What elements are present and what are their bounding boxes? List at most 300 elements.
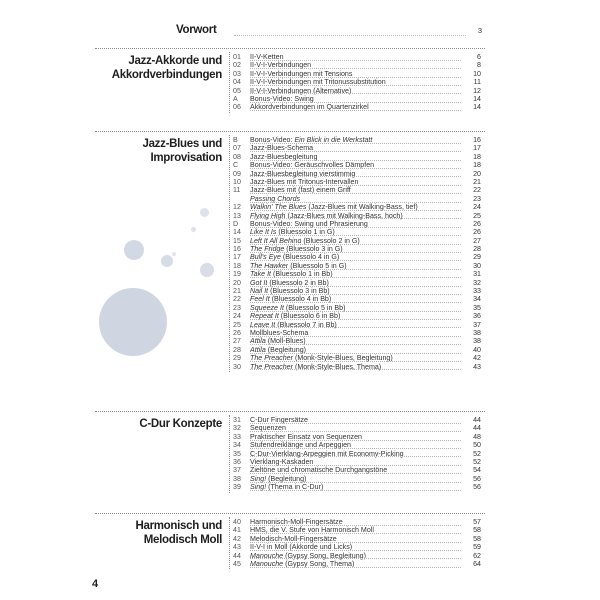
toc-entry[interactable] <box>233 87 483 95</box>
entry-number: 32 <box>233 424 241 433</box>
toc-entry[interactable] <box>233 483 483 491</box>
entry-title-text: (Bluessolo 3 in Bb) <box>268 287 330 296</box>
toc-entry[interactable] <box>233 270 483 278</box>
entry-title <box>250 253 461 261</box>
section-title <box>142 137 222 165</box>
entry-page: 38 <box>473 328 481 337</box>
section-divider-vertical <box>229 135 230 372</box>
entry-title <box>250 535 461 543</box>
entry-title-text: II-V-I-Verbindungen mit Tensions <box>250 69 353 78</box>
entry-title-text: Akkordverbindungen im Quartenzirkel <box>250 103 369 112</box>
toc-entry[interactable] <box>233 237 483 245</box>
entry-number: 39 <box>233 483 241 492</box>
entry-number: 19 <box>233 270 241 279</box>
toc-entry[interactable] <box>233 262 483 270</box>
entry-title-italic: Got It <box>250 278 268 287</box>
entry-title <box>250 70 461 78</box>
toc-entry[interactable] <box>233 450 483 458</box>
entry-title <box>250 144 461 152</box>
entry-title-italic: Manouche <box>250 551 284 560</box>
entry-title-text: (Jazz-Blues mit Walking-Bass, hoch) <box>285 211 403 220</box>
toc-entry[interactable] <box>233 346 483 354</box>
entry-title-text: (Begleitung) <box>266 474 307 483</box>
entry-title-text: Mollblues-Schema <box>250 328 309 337</box>
bubble-small-decoration <box>191 227 196 232</box>
section-divider-vertical <box>229 52 230 113</box>
entry-title-italic: Leave It <box>250 320 276 329</box>
entry-page: 36 <box>473 312 481 321</box>
toc-entry[interactable] <box>233 543 483 551</box>
toc-entry[interactable] <box>233 354 483 362</box>
section-separator <box>95 48 485 49</box>
entry-title-text: (Bluessolo 1 in G) <box>276 228 335 237</box>
entry-title-italic: Take It <box>250 270 272 279</box>
entry-title-italic: Manouche <box>250 559 284 568</box>
entry-title <box>250 552 461 560</box>
toc-entry[interactable] <box>233 416 483 424</box>
toc-entry[interactable] <box>233 61 483 69</box>
entry-title-italic: The Preacher <box>250 354 293 363</box>
vorwort-leader <box>234 35 466 36</box>
entry-title-text: (Monk-Style-Blues, Thema) <box>292 362 382 371</box>
entry-title-text: (Bluessolo 1 in Bb) <box>271 270 333 279</box>
entry-title <box>250 170 461 178</box>
entry-title <box>250 526 461 534</box>
entry-number: 04 <box>233 78 241 87</box>
entry-title-text: II-V-I-Verbindungen (Alternative) <box>250 86 352 95</box>
toc-entry[interactable] <box>233 70 483 78</box>
entry-title-italic: Attila <box>250 337 266 346</box>
entry-number: 24 <box>233 312 241 321</box>
entry-title-text: Bonus-Video: Geräuschvolles Dämpfen <box>250 161 375 170</box>
entry-page: 52 <box>473 457 481 466</box>
entry-title-text: (Bluessolo 6 in Bb) <box>278 312 341 321</box>
entry-page: 48 <box>473 432 481 441</box>
toc-entry[interactable] <box>233 458 483 466</box>
entry-title-italic: The Preacher <box>250 362 293 371</box>
toc-entry[interactable] <box>233 295 483 303</box>
entry-number: 08 <box>233 152 241 161</box>
entry-title-text: (Bluessolo 5 in Bb) <box>283 303 346 312</box>
entry-title <box>250 295 461 303</box>
entry-page: 8 <box>477 61 481 70</box>
entry-page: 33 <box>473 287 481 296</box>
entry-page: 20 <box>473 169 481 178</box>
entry-title <box>250 95 461 103</box>
entry-title <box>250 363 461 371</box>
section-separator <box>95 513 485 514</box>
section-separator <box>95 411 485 412</box>
entry-number: 34 <box>233 441 241 450</box>
entry-number: A <box>233 94 238 103</box>
toc-entry[interactable] <box>233 312 483 320</box>
entry-number: B <box>233 136 238 144</box>
toc-entry[interactable] <box>233 203 483 211</box>
toc-entry[interactable] <box>233 363 483 371</box>
entry-page: 37 <box>473 320 481 329</box>
entry-number: D <box>233 219 239 228</box>
entry-page: 17 <box>473 144 481 153</box>
toc-entry[interactable] <box>233 186 483 194</box>
entry-number: 17 <box>233 253 241 262</box>
entry-title-italic: Attila <box>250 345 266 354</box>
entry-page: 29 <box>473 253 481 262</box>
entry-page: 44 <box>473 424 481 433</box>
entry-title <box>250 475 461 483</box>
entry-title-text: Bonus-Video: Swing und Phrasierung <box>250 219 368 228</box>
entry-page: 14 <box>473 94 481 103</box>
entry-title-italic: Flying High <box>250 211 286 220</box>
toc-entry[interactable] <box>233 153 483 161</box>
bubble-large-decoration <box>99 288 167 356</box>
entry-title-text: II-V-I-Verbindungen mit Tritonussubstitution <box>250 78 386 87</box>
toc-entry[interactable] <box>233 136 483 144</box>
entry-title <box>250 212 461 220</box>
toc-entry[interactable] <box>233 441 483 449</box>
section-title-line: C-Dur Konzepte <box>139 418 222 430</box>
toc-entry[interactable] <box>233 466 483 474</box>
entry-title-text: Sequenzen <box>250 424 286 433</box>
entry-title-text: II-V-Ketten <box>250 53 284 61</box>
entry-page: 18 <box>473 152 481 161</box>
entry-page: 12 <box>473 86 481 95</box>
entry-title-text: Jazz-Bluesbegleitung <box>250 152 318 161</box>
entry-title <box>250 78 461 86</box>
entry-title-text: (Bluessolo 4 in Bb) <box>269 295 332 304</box>
toc-entry[interactable] <box>233 560 483 568</box>
entry-title <box>250 450 461 458</box>
entry-title <box>250 245 461 253</box>
toc-entry[interactable] <box>233 304 483 312</box>
vorwort-title: Vorwort <box>176 24 217 36</box>
section-title <box>112 54 222 82</box>
entry-title <box>250 433 461 441</box>
entry-title <box>250 346 461 354</box>
toc-entry[interactable] <box>233 287 483 295</box>
entry-number: 40 <box>233 518 241 526</box>
entry-page: 6 <box>477 53 481 61</box>
toc-entry[interactable] <box>233 161 483 169</box>
entry-number: 22 <box>233 295 241 304</box>
entry-page: 30 <box>473 261 481 270</box>
entry-title-italic: Feel It <box>250 295 270 304</box>
entry-page: 16 <box>473 136 481 144</box>
entry-title <box>250 195 461 203</box>
entry-title-text: (Bluessolo 5 in G) <box>288 261 347 270</box>
entry-number: 43 <box>233 543 241 552</box>
bubble-medium-decoration <box>161 255 173 267</box>
entry-title <box>250 287 461 295</box>
entry-page: 62 <box>473 551 481 560</box>
entry-title <box>250 560 461 568</box>
entry-number: 27 <box>233 337 241 346</box>
toc-entry[interactable] <box>233 321 483 329</box>
entry-title-text: Jazz-Blues mit (fast) einem Griff <box>250 186 351 195</box>
entry-title <box>250 270 461 278</box>
toc-entry[interactable] <box>233 220 483 228</box>
toc-entry[interactable] <box>233 245 483 253</box>
entry-page: 35 <box>473 303 481 312</box>
toc-entry[interactable] <box>233 144 483 152</box>
entry-title <box>250 483 461 491</box>
entry-number: 06 <box>233 103 241 112</box>
section-entries <box>233 53 483 112</box>
toc-entry[interactable] <box>233 552 483 560</box>
bubble-small-decoration <box>172 252 176 256</box>
entry-title-text: Bonus-Video: Swing <box>250 94 314 103</box>
entry-title-text: Zieltöne und chromatische Durchgangstöne <box>250 466 388 475</box>
toc-entry[interactable] <box>233 253 483 261</box>
toc-entry[interactable] <box>233 103 483 111</box>
entry-page: 56 <box>473 474 481 483</box>
toc-entry[interactable] <box>233 95 483 103</box>
entry-title-text: Jazz-Blues mit Tritonus-Intervallen <box>250 177 359 186</box>
entry-number: 37 <box>233 466 241 475</box>
entry-number: 12 <box>233 203 241 212</box>
entry-number: 41 <box>233 526 241 535</box>
entry-title-italic: Nail It <box>250 287 269 296</box>
entry-title-text: (Bluessolo 3 in G) <box>284 245 343 254</box>
entry-page: 58 <box>473 534 481 543</box>
entry-title <box>250 262 461 270</box>
entry-title-italic: Left It All Behind <box>250 236 302 245</box>
entry-title <box>250 61 461 69</box>
entry-title <box>250 279 461 287</box>
entry-title-text: Vierklang-Kaskaden <box>250 457 314 466</box>
entry-number: 10 <box>233 177 241 186</box>
entry-title-italic: Repeat It <box>250 312 279 321</box>
entry-number: 20 <box>233 278 241 287</box>
toc-entry[interactable] <box>233 78 483 86</box>
entry-page: 10 <box>473 69 481 78</box>
entry-page: 26 <box>473 228 481 237</box>
entry-number: 42 <box>233 534 241 543</box>
entry-title-italic: Like It Is <box>250 228 277 237</box>
entry-title-italic: The Hawker <box>250 261 289 270</box>
entry-title-text: Stufendreiklänge und Arpeggien <box>250 441 351 450</box>
entry-number: 23 <box>233 303 241 312</box>
section-title-line: Harmonisch und <box>135 520 222 532</box>
entry-number: 02 <box>233 61 241 70</box>
entry-number: 36 <box>233 457 241 466</box>
vorwort-page: 3 <box>477 26 482 35</box>
entry-title <box>250 424 461 432</box>
section-title-line: Jazz-Akkorde und <box>128 55 222 67</box>
entry-number: 33 <box>233 432 241 441</box>
entry-page: 38 <box>473 337 481 346</box>
toc-entry[interactable] <box>233 526 483 534</box>
toc-entry[interactable] <box>233 535 483 543</box>
entry-number: 45 <box>233 559 241 568</box>
section-divider-vertical <box>229 517 230 569</box>
section-title-line: Jazz-Blues und <box>142 138 222 150</box>
entry-page: 54 <box>473 466 481 475</box>
entry-title-text: II-V-I-Verbindungen <box>250 61 312 70</box>
entry-title <box>250 543 461 551</box>
entry-page: 52 <box>473 449 481 458</box>
entry-number: 09 <box>233 169 241 178</box>
entry-title <box>250 416 461 424</box>
entry-title <box>250 458 461 466</box>
entry-number: 14 <box>233 228 241 237</box>
entry-number: 18 <box>233 261 241 270</box>
entry-title-text: (Begleitung) <box>265 345 307 354</box>
section-entries <box>233 136 483 371</box>
entry-page: 44 <box>473 416 481 424</box>
entry-title-text: (Bluessolo 2 in G) <box>301 236 360 245</box>
section-title-line: Akkordverbindungen <box>111 69 222 81</box>
entry-number: 44 <box>233 551 241 560</box>
entry-title-text: Jazz-Blues-Schema <box>250 144 314 153</box>
entry-number: 26 <box>233 328 241 337</box>
entry-title <box>250 337 461 345</box>
entry-title-italic: Passing Chords <box>250 194 301 203</box>
toc-entry[interactable] <box>233 178 483 186</box>
section-separator <box>95 131 485 132</box>
entry-number: 03 <box>233 69 241 78</box>
entry-title <box>250 304 461 312</box>
entry-number: C <box>233 161 239 170</box>
entry-title <box>250 87 461 95</box>
entry-title <box>250 228 461 236</box>
entry-title-text: (Gypsy Song, Thema) <box>283 559 355 568</box>
entry-title-text: Melodisch-Moll-Fingersätze <box>250 534 337 543</box>
entry-page: 23 <box>473 194 481 203</box>
entry-title <box>250 153 461 161</box>
toc-entry[interactable] <box>233 433 483 441</box>
entry-title-text: HMS, die V. Stufe von Harmonisch Moll <box>250 526 374 535</box>
section-title-line: Melodisch Moll <box>143 534 222 546</box>
entry-title <box>250 321 461 329</box>
toc-entry[interactable] <box>233 228 483 236</box>
entry-number: 07 <box>233 144 241 153</box>
entry-page: 28 <box>473 245 481 254</box>
section-divider-vertical <box>229 415 230 493</box>
entry-title-italic: Squeeze It <box>250 303 284 312</box>
entry-title-text: C-Dur Fingersätze <box>250 416 308 424</box>
entry-title-text: Harmonisch-Moll-Fingersätze <box>250 518 343 526</box>
entry-title <box>250 466 461 474</box>
entry-number: 25 <box>233 320 241 329</box>
entry-title-italic: Ein Blick in die Werkstatt <box>294 136 373 144</box>
toc-entry[interactable] <box>233 53 483 61</box>
entry-title <box>250 103 461 111</box>
entry-title-text: Bonus-Video: <box>250 136 295 144</box>
entry-number: 29 <box>233 354 241 363</box>
entry-title-italic: Bull's Eye <box>250 253 281 262</box>
toc-entry[interactable] <box>233 475 483 483</box>
entry-page: 25 <box>473 211 481 220</box>
entry-number: 21 <box>233 287 241 296</box>
entry-number: 15 <box>233 236 241 245</box>
entry-title <box>250 518 461 526</box>
section-title <box>139 417 222 431</box>
entry-page: 57 <box>473 518 481 526</box>
entry-number: 01 <box>233 53 241 61</box>
toc-entry[interactable] <box>233 424 483 432</box>
entry-title <box>250 354 461 362</box>
bubble-medium-decoration <box>200 263 214 277</box>
entry-page: 11 <box>473 78 481 87</box>
bubble-medium-decoration <box>124 240 144 260</box>
entry-title-text: (Bluessolo 2 in Bb) <box>267 278 329 287</box>
toc-entry[interactable] <box>233 212 483 220</box>
entry-number: 28 <box>233 345 241 354</box>
entry-page: 24 <box>473 203 481 212</box>
toc-entry[interactable] <box>233 170 483 178</box>
entry-title <box>250 312 461 320</box>
entry-page: 42 <box>473 354 481 363</box>
entry-title <box>250 186 461 194</box>
entry-title <box>250 237 461 245</box>
entry-page: 26 <box>473 219 481 228</box>
entry-number: 31 <box>233 416 241 424</box>
entry-number: 38 <box>233 474 241 483</box>
entry-page: 27 <box>473 236 481 245</box>
entry-title <box>250 161 461 169</box>
entry-page: 14 <box>473 103 481 112</box>
entry-title-text: (Gypsy Song, Begleitung) <box>283 551 366 560</box>
entry-title-text: Jazz-Bluesbegleitung vierstimmig <box>250 169 356 178</box>
entry-page: 21 <box>473 177 481 186</box>
section-title-line: Improvisation <box>150 152 222 164</box>
entry-title <box>250 136 461 144</box>
entry-number: 16 <box>233 245 241 254</box>
entry-page: 50 <box>473 441 481 450</box>
entry-number: 30 <box>233 362 241 371</box>
entry-title <box>250 178 461 186</box>
toc-entry[interactable] <box>233 337 483 345</box>
entry-number: 11 <box>233 186 241 195</box>
entry-title <box>250 203 461 211</box>
entry-title <box>250 220 461 228</box>
bubble-small-decoration <box>200 208 209 217</box>
entry-title-italic: Sing! <box>250 483 267 492</box>
entry-page: 31 <box>473 270 481 279</box>
toc-entry[interactable] <box>233 195 483 203</box>
entry-title-text: C-Dur-Vierklang-Arpeggien mit Economy-Picking <box>250 449 404 458</box>
entry-page: 32 <box>473 278 481 287</box>
section-title <box>135 519 222 547</box>
entry-title-text: (Monk-Style-Blues, Begleitung) <box>292 354 393 363</box>
entry-title-text: (Bluessolo 7 in Bb) <box>275 320 337 329</box>
toc-entry[interactable] <box>233 279 483 287</box>
entry-page: 22 <box>473 186 481 195</box>
section-entries <box>233 518 483 568</box>
entry-page: 59 <box>473 543 481 552</box>
entry-number: 35 <box>233 449 241 458</box>
entry-number: 13 <box>233 211 241 220</box>
entry-page: 18 <box>473 161 481 170</box>
entry-page: 34 <box>473 295 481 304</box>
entry-title <box>250 53 461 61</box>
entry-title-text: II-V-I in Moll (Akkorde und Licks) <box>250 543 353 552</box>
entry-title-text: (Jazz-Blues mit Walking-Bass, tief) <box>306 203 418 212</box>
toc-entry[interactable] <box>233 329 483 337</box>
entry-title-text: (Moll-Blues) <box>265 337 306 346</box>
entry-page: 43 <box>473 362 481 371</box>
entry-number: 05 <box>233 86 241 95</box>
entry-page: 64 <box>473 559 481 568</box>
entry-title <box>250 441 461 449</box>
entry-page: 58 <box>473 526 481 535</box>
toc-entry[interactable] <box>233 518 483 526</box>
entry-title-italic: Sing! <box>250 474 267 483</box>
entry-page: 56 <box>473 483 481 492</box>
entry-title-text: (Bluessolo 4 in G) <box>280 253 340 262</box>
entry-page: 40 <box>473 345 481 354</box>
entry-title-italic: The Fridge <box>250 245 285 254</box>
